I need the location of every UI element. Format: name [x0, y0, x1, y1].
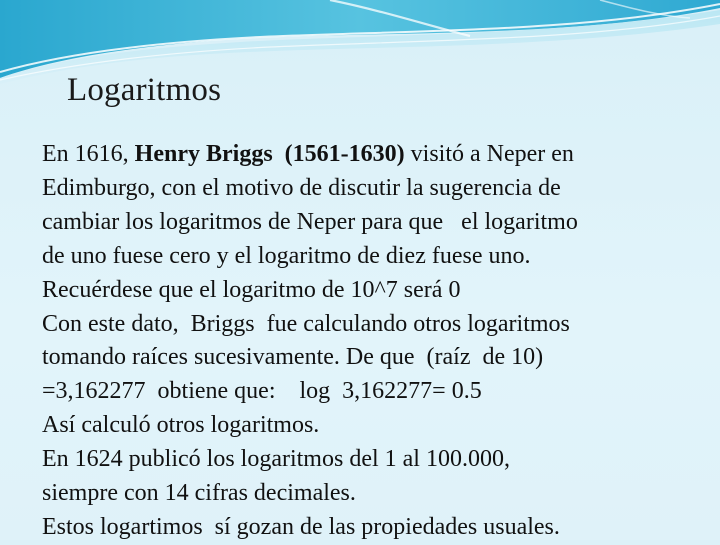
- line1-prefix: En 1616,: [42, 141, 135, 167]
- text-line: Con este dato, Briggs fue calculando otros logaritmos: [42, 310, 570, 337]
- text-line-1: [42, 138, 712, 172]
- person-name: Henry Briggs: [134, 141, 273, 167]
- text-line: siempre con 14 cifras decimales.: [42, 480, 356, 507]
- text-line: tomando raíces sucesivamente. De que (raíz de 10): [42, 344, 544, 371]
- text-line: En 1624 publicó los logaritmos del 1 al 100.000,: [42, 446, 510, 473]
- text-line: Recuérdese que el logaritmo de 10^7 será 0: [42, 276, 461, 303]
- text-line: Estos logartimos sí gozan de las propiedades usuales.: [42, 513, 560, 540]
- text-line: Así calculó otros logaritmos.: [42, 412, 320, 439]
- text-line: =3,162277 obtiene que: log 3,162277= 0.5: [42, 378, 482, 405]
- line1-suffix: visitó a Neper en: [404, 141, 574, 167]
- text-line: cambiar los logaritmos de Neper para que el logaritmo: [42, 208, 578, 235]
- slide-title: Logaritmos: [67, 72, 222, 108]
- person-years: (1561-1630): [284, 141, 405, 167]
- slide-body-text: [42, 138, 712, 545]
- text-line: Edimburgo, con el motivo de discutir la sugerencia de: [42, 174, 561, 201]
- text-line: de uno fuese cero y el logaritmo de diez fuese uno.: [42, 242, 531, 269]
